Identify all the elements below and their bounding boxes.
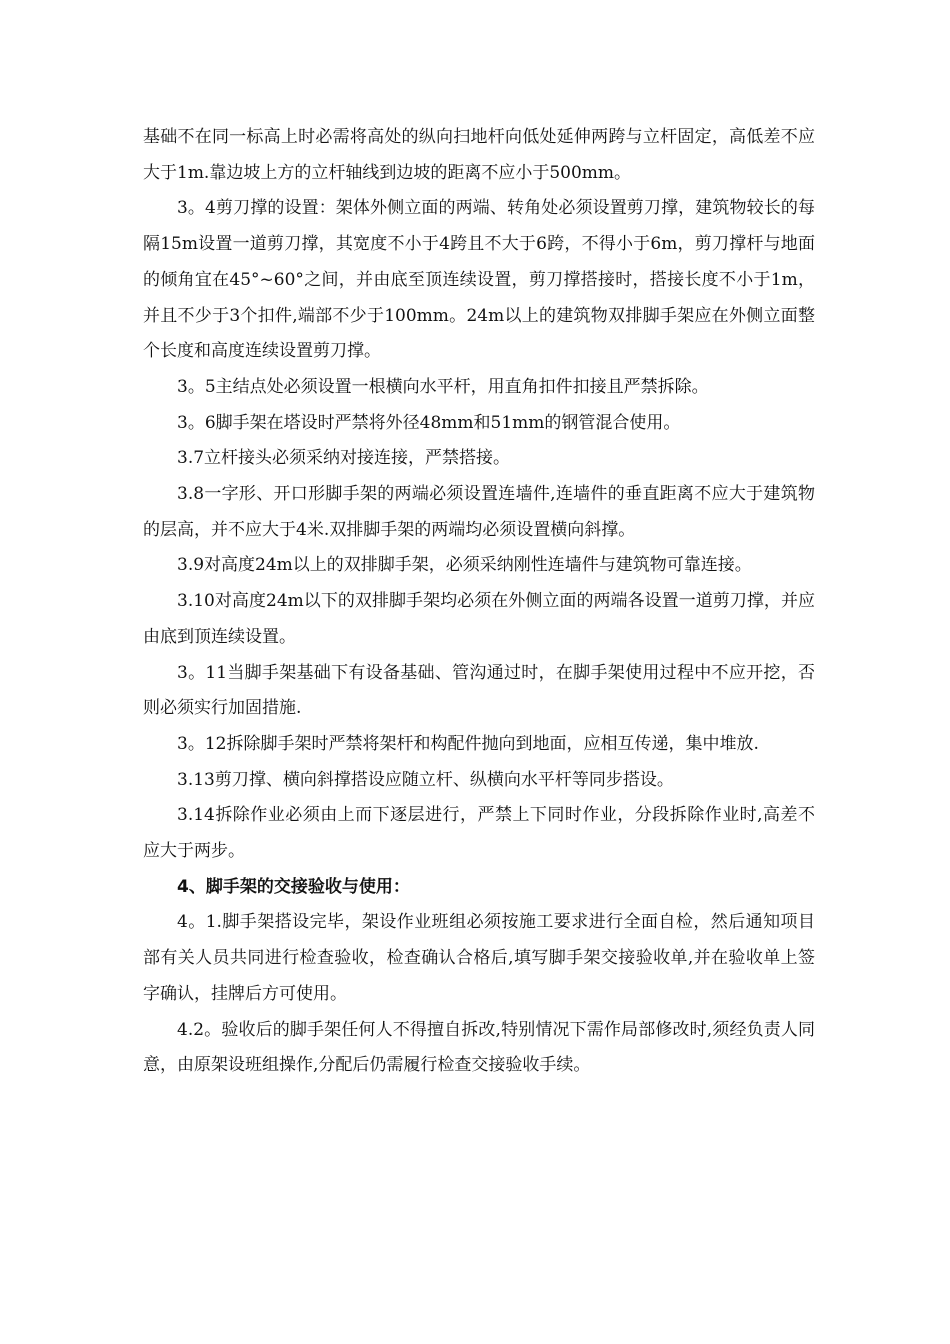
document-page [143,120,815,1084]
paragraph-3-14: 3.14拆除作业必须由上而下逐层进行，严禁上下同时作业，分段拆除作业时,高差不应大于两步。 [143,805,815,862]
paragraph-3-4: 3。4剪刀撑的设置：架体外侧立面的两端、转角处必须设置剪刀撑，建筑物较长的每隔15m设置一道剪刀撑，其宽度不小于4跨且不大于6跨，不得小于6m，剪刀撑杆与地面的倾角宜在45°~60°之间，并由底至顶连续设置，剪刀撑搭接时，搭接长度不小于1m，并且不少于3个扣件,端部不少于100mm。24m以上的建筑物双排脚手架应在外侧立面整个长度和高度连续设置剪刀撑。 [143,198,815,362]
paragraph-3-13: 3.13剪刀撑、横向斜撑搭设应随立杆、纵横向水平杆等同步搭设。 [177,769,674,790]
paragraph-3-11: 3。11当脚手架基础下有设备基础、管沟通过时，在脚手架使用过程中不应开挖，否则必须实行加固措施. [143,662,815,719]
paragraph-3-6: 3。6脚手架在塔设时严禁将外径48mm和51mm的钢管混合使用。 [177,412,681,433]
paragraph-continuation: 基础不在同一标高上时必需将高处的纵向扫地杆向低处延伸两跨与立杆固定，高低差不应大于1m.靠边坡上方的立杆轴线到边坡的距离不应小于500mm。 [143,127,815,183]
paragraph-3-9: 3.9对高度24m以上的双排脚手架，必须采纳刚性连墙件与建筑物可靠连接。 [177,555,752,576]
paragraph-4-1: 4。1.脚手架搭设完毕，架设作业班组必须按施工要求进行全面自检，然后通知项目部有关人员共同进行检查验收，检查确认合格后,填写脚手架交接验收单,并在验收单上签字确认，挂牌后方可使用。 [143,912,815,1004]
paragraph-4-2: 4.2。验收后的脚手架任何人不得擅自拆改,特别情况下需作局部修改时,须经负责人同意，由原架设班组操作,分配后仍需履行检查交接验收手续。 [143,1019,815,1076]
paragraph-3-7: 3.7立杆接头必须采纳对接连接，严禁搭接。 [177,448,511,469]
paragraph-3-8: 3.8一字形、开口形脚手架的两端必须设置连墙件,连墙件的垂直距离不应大于建筑物的层高，并不应大于4米.双排脚手架的两端均必须设置横向斜撑。 [143,484,815,540]
paragraph-3-5: 3。5主结点处必须设置一根横向水平杆，用直角扣件扣接且严禁拆除。 [177,376,709,397]
section-heading-4: 4、脚手架的交接验收与使用： [177,876,410,897]
paragraph-3-10: 3.10对高度24m以下的双排脚手架均必须在外侧立面的两端各设置一道剪刀撑，并应由底到顶连续设置。 [143,591,815,647]
paragraph-3-12: 3。12拆除脚手架时严禁将架杆和构配件抛向到地面，应相互传递，集中堆放. [177,733,759,754]
